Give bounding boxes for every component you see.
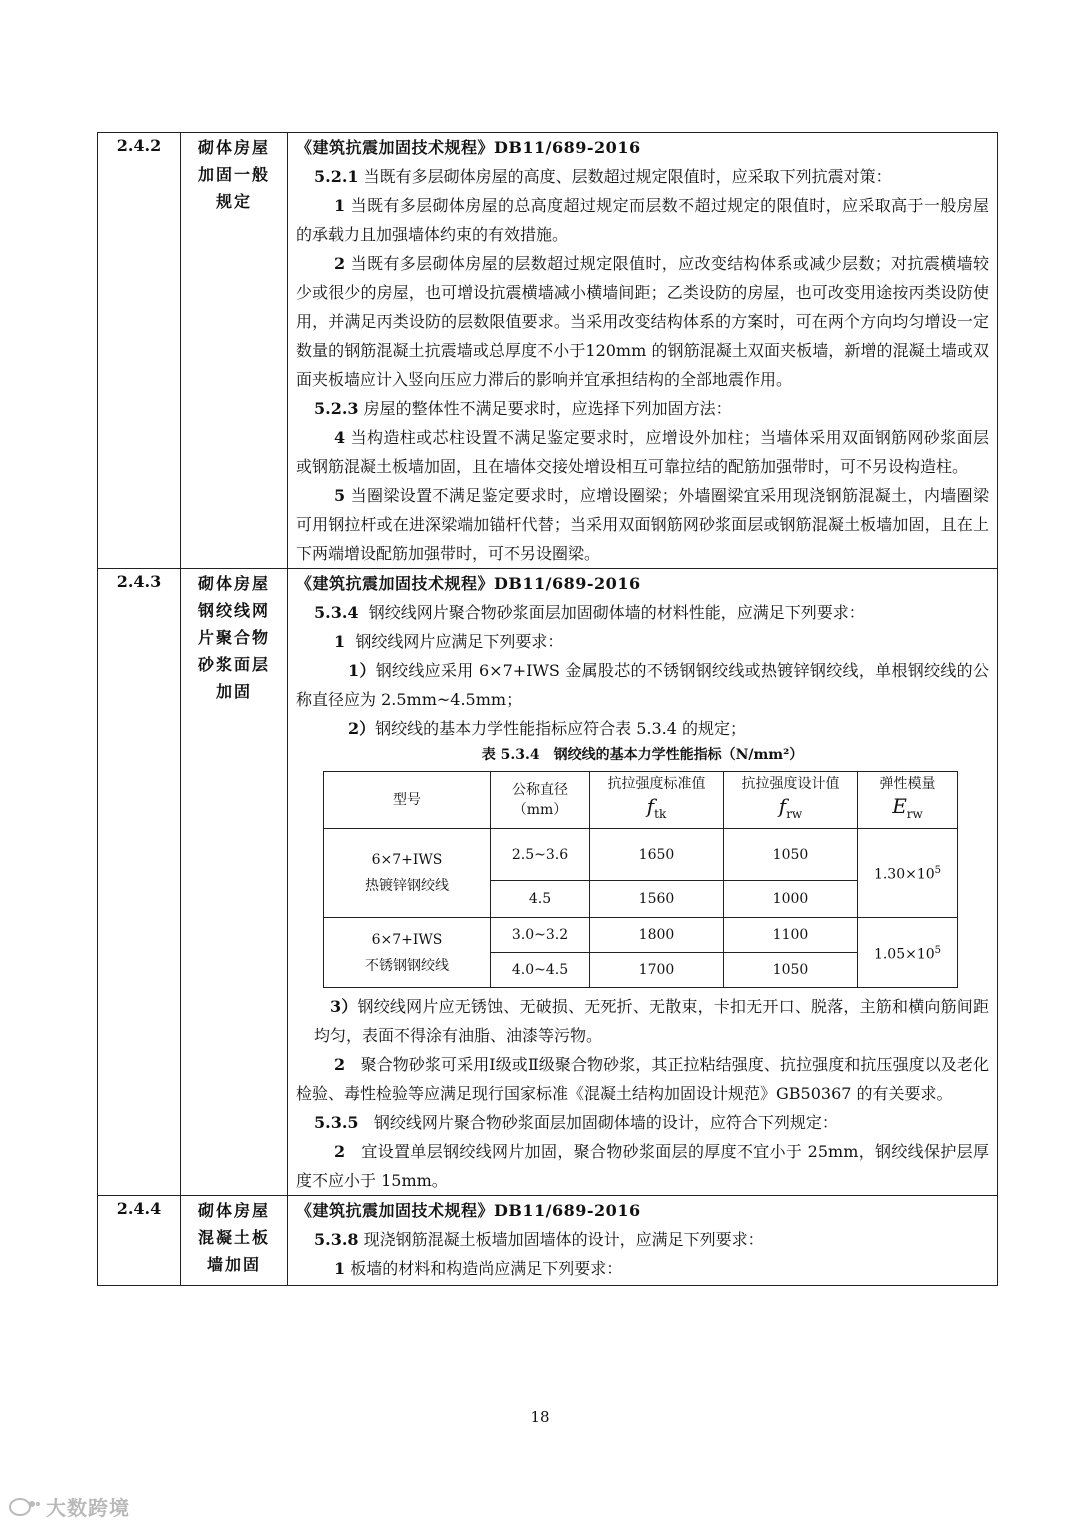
clause-content [288, 1196, 998, 1286]
modulus-cell: $1.05\times 10^5$ [858, 918, 958, 988]
paragraph: 4 当构造柱或芯柱设置不满足鉴定要求时，应增设外加柱；当墙体采用双面钢筋网砂浆面层或钢筋混凝土板墙加固，且在墙体交接处增设相互可靠拉结的配筋加强带时，可不另设构造柱。 [296, 428, 989, 476]
page-number: 18 [530, 1408, 550, 1426]
standard-title: 《建筑抗震加固技术规程》DB11/689-2016 [296, 574, 641, 593]
standard-title: 《建筑抗震加固技术规程》DB11/689-2016 [296, 138, 641, 157]
header-frw: 抗拉强度设计值 $f_{rw}$ [724, 772, 858, 829]
paragraph: 5.3.5 钢绞线网片聚合物砂浆面层加固砌体墙的设计，应符合下列规定： [314, 1113, 838, 1132]
paragraph: 1 板墙的材料和构造尚应满足下列要求： [334, 1259, 623, 1278]
table-row [324, 918, 958, 953]
diameter-cell: 2.5~3.6 [491, 829, 590, 881]
watermark: 大数跨境 [8, 1492, 130, 1522]
frw-cell: 1050 [724, 829, 858, 881]
steel-strand-properties-table [323, 771, 958, 988]
regulation-table [97, 132, 998, 1286]
ftk-cell: 1700 [590, 953, 724, 988]
table-row [324, 829, 958, 881]
frw-cell: 1050 [724, 953, 858, 988]
paragraph: 5.2.1 当既有多层砌体房屋的高度、层数超过规定限值时，应采取下列抗震对策： [314, 167, 892, 186]
ftk-cell: 1800 [590, 918, 724, 953]
header-erw: 弹性模量 $E_{rw}$ [858, 772, 958, 829]
paragraph: 2 聚合物砂浆可采用Ⅰ级或Ⅱ级聚合物砂浆，其正拉粘结强度、抗拉强度和抗压强度以及老化检验、毒性检验等应满足现行国家标准《混凝土结构加固设计规范》GB50367 的有关要求。 [296, 1055, 989, 1103]
paragraph: 2 当既有多层砌体房屋的层数超过规定限值时，应改变结构体系或减少层数；对抗震横墙较少或很少的房屋，也可增设抗震横墙减小横墙间距；乙类设防的房屋，也可改变用途按丙类设防使用，并满足丙类设防的层数限值要求。当采用改变结构体系的方案时，可在两个方向均匀增设一定数量的钢筋混凝土抗震墙或总厚度不小于120mm 的钢筋混凝土双面夹板墙，新增的混凝土墙或双面夹板墙应计入竖向压应力滞后的影响并宜承担结构的全部地震作用。 [296, 254, 989, 389]
table-row [98, 133, 998, 569]
modulus-cell: $1.30\times 10^5$ [858, 829, 958, 918]
paragraph: 1）钢绞线应采用 6×7+IWS 金属股芯的不锈钢钢绞线或热镀锌钢绞线，单根钢绞线的公称直径应为 2.5mm~4.5mm； [296, 661, 989, 709]
paragraph: 1 当既有多层砌体房屋的总高度超过规定而层数不超过规定的限值时，应采取高于一般房屋的承载力且加强墙体约束的有效措施。 [296, 196, 989, 244]
frw-cell: 1100 [724, 918, 858, 953]
paragraph: 5.2.3 房屋的整体性不满足要求时，应选择下列加固方法： [314, 399, 732, 418]
clause-content [288, 133, 998, 569]
clause-topic: 砌体房屋 混凝土板 墙加固 [181, 1196, 288, 1286]
table-caption: 表 5.3.4 钢绞线的基本力学性能指标（N/mm²） [481, 747, 804, 763]
paragraph: 5 当圈梁设置不满足鉴定要求时，应增设圈梁；外墙圈梁宜采用现浇钢筋混凝土，内墙圈梁可用钢拉杆或在进深梁端加锚杆代替；当采用双面钢筋网砂浆面层或钢筋混凝土板墙加固，且在上下两端增设配筋加强带时，可不另设圈梁。 [296, 486, 989, 563]
frw-cell: 1000 [724, 881, 858, 918]
ftk-cell: 1560 [590, 881, 724, 918]
ftk-cell: 1650 [590, 829, 724, 881]
header-ftk: 抗拉强度标准值 $f_{tk}$ [590, 772, 724, 829]
watermark-logo-icon [8, 1497, 42, 1522]
paragraph: 5.3.8 现浇钢筋混凝土板墙加固墙体的设计，应满足下列要求： [314, 1230, 764, 1249]
table-row [98, 1196, 998, 1286]
table-row [98, 569, 998, 1196]
paragraph: 1 钢绞线网片应满足下列要求： [334, 632, 564, 651]
clause-number: 2.4.4 [98, 1196, 181, 1286]
diameter-cell: 4.5 [491, 881, 590, 918]
paragraph: 5.3.4 钢绞线网片聚合物砂浆面层加固砌体墙的材料性能，应满足下列要求： [314, 603, 865, 622]
header-diameter: 公称直径 （mm） [491, 772, 590, 829]
type-cell: 6×7+IWS 不锈钢钢绞线 [324, 918, 491, 988]
clause-content [288, 569, 998, 1196]
clause-number: 2.4.3 [98, 569, 181, 1196]
diameter-cell: 3.0~3.2 [491, 918, 590, 953]
standard-title: 《建筑抗震加固技术规程》DB11/689-2016 [296, 1201, 641, 1220]
header-type: 型号 [324, 772, 491, 829]
clause-topic: 砌体房屋 钢绞线网 片聚合物 砂浆面层 加固 [181, 569, 288, 1196]
diameter-cell: 4.0~4.5 [491, 953, 590, 988]
paragraph: 2）钢绞线的基本力学性能指标应符合表 5.3.4 的规定； [348, 719, 747, 738]
clause-number: 2.4.2 [98, 133, 181, 569]
paragraph: 3）钢绞线网片应无锈蚀、无破损、无死折、无散束，卡扣无开口、脱落，主筋和横向筋间距均匀，表面不得涂有油脂、油漆等污物。 [314, 997, 989, 1045]
table-header-row [324, 772, 958, 829]
paragraph: 2 宜设置单层钢绞线网片加固，聚合物砂浆面层的厚度不宜小于 25mm，钢绞线保护层厚度不应小于 15mm。 [296, 1142, 989, 1190]
clause-topic: 砌体房屋 加固一般 规定 [181, 133, 288, 569]
type-cell: 6×7+IWS 热镀锌钢绞线 [324, 829, 491, 918]
